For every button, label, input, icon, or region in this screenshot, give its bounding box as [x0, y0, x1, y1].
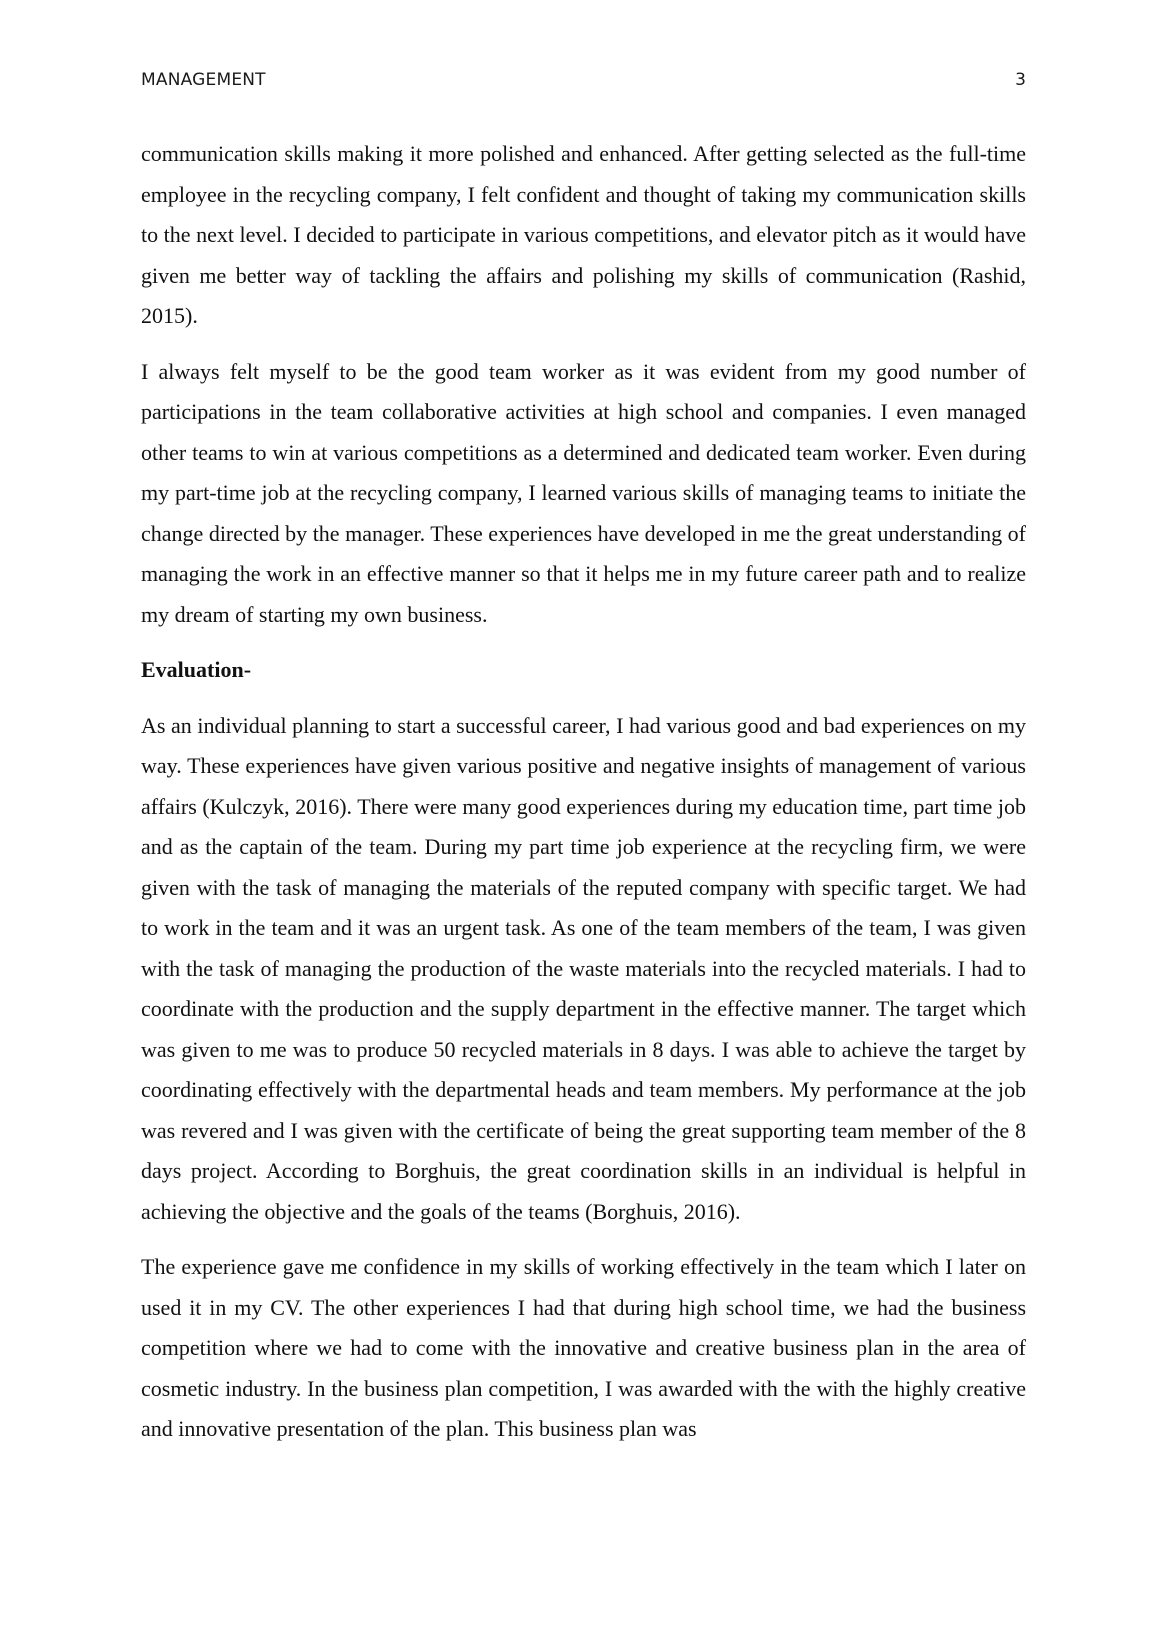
paragraph: communication skills making it more polished and enhanced. After getting selected as the full-time employee in the recycling company, I felt confident and thought of taking my communication skills to the next level. I decided to participate in various competitions, and elevator pitch as it would have given me better way of tackling the affairs and polishing my skills of communication (Rashid, 2015). [141, 141, 1026, 328]
page-header [141, 70, 1026, 96]
document-body [141, 134, 1026, 1465]
paragraph: As an individual planning to start a successful career, I had various good and bad experiences on my way. These experiences have given various positive and negative insights of management of various affairs (Kulczyk, 2016). There were many good experiences during my education time, part time job and as the captain of the team. During my part time job experience at the recycling firm, we were given with the task of managing the materials of the reputed company with specific target. We had to work in the team and it was an urgent task. As one of the team members of the team, I was given with the task of managing the production of the waste materials into the recycled materials. I had to coordinate with the production and the supply department in the effective manner. The target which was given to me was to produce 50 recycled materials in 8 days. I was able to achieve the target by coordinating effectively with the departmental heads and team members. My performance at the job was revered and I was given with the certificate of being the great supporting team member of the 8 days project. According to Borghuis, the great coordination skills in an individual is helpful in achieving the objective and the goals of the teams (Borghuis, 2016). [141, 712, 1026, 1224]
paragraph: The experience gave me confidence in my skills of working effectively in the team which I later on used it in my CV. The other experiences I had that during high school time, we had the business competition where we had to come with the innovative and creative business plan in the area of cosmetic industry. In the business plan competition, I was awarded with the with the highly creative and innovative presentation of the plan. This business plan was [141, 1254, 1026, 1441]
section-heading: Evaluation- [141, 657, 252, 682]
running-head: MANAGEMENT [141, 70, 266, 90]
paragraph: I always felt myself to be the good team worker as it was evident from my good number of participations in the team collaborative activities at high school and companies. I even managed other teams to win at various competitions as a determined and dedicated team worker. Even during my part-time job at the recycling company, I learned various skills of managing teams to initiate the change directed by the manager. These experiences have developed in me the great understanding of managing the work in an effective manner so that it helps me in my future career path and to realize my dream of starting my own business. [141, 358, 1026, 627]
page-number: 3 [1015, 70, 1026, 90]
